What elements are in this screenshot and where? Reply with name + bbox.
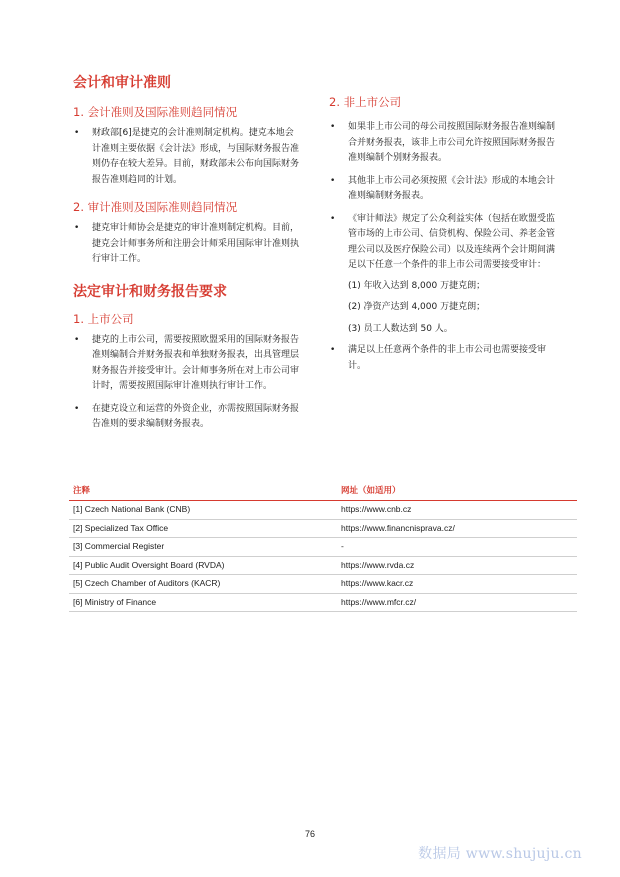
right-column xyxy=(329,95,557,374)
list-item: • 财政部[6]是捷克的会计准则制定机构。捷克本地会计准则主要依据《会计法》形成，与国际财务报告准则仍存在较大差异。目前，财政部未公布向国际财务报告准则趋同的计划。 xyxy=(73,126,301,188)
condition-item: (3) 员工人数达到 50 人。 xyxy=(348,323,453,334)
condition-list xyxy=(329,279,557,338)
note-url[interactable]: https://www.financnisprava.cz/ xyxy=(337,519,577,538)
note-name: [1] Czech National Bank (CNB) xyxy=(69,501,337,520)
list-item: • 在捷克设立和运营的外资企业，亦需按照国际财务报告准则的要求编制财务报表。 xyxy=(73,402,301,433)
header-notes: 注释 xyxy=(69,483,337,501)
table-row xyxy=(69,519,577,538)
listed-bullet-list xyxy=(73,333,301,433)
watermark: 数据局 www.shujuju.cn xyxy=(418,846,582,862)
note-name: [4] Public Audit Oversight Board (RVDA) xyxy=(69,556,337,575)
note-name: [3] Commercial Register xyxy=(69,538,337,557)
note-url: - xyxy=(337,538,577,557)
subsection-title-listed: 1. 上市公司 xyxy=(73,311,134,326)
note-name: [2] Specialized Tax Office xyxy=(69,519,337,538)
section-title-standards: 会计和审计准则 xyxy=(73,75,171,91)
non-listed-bullet-list xyxy=(329,120,557,274)
table-header-row xyxy=(69,483,577,501)
list-item: • 满足以上任意两个条件的非上市公司也需要接受审计。 xyxy=(329,343,557,374)
auditing-bullet-list xyxy=(73,221,301,268)
note-name: [5] Czech Chamber of Auditors (KACR) xyxy=(69,575,337,594)
note-url[interactable]: https://www.mfcr.cz/ xyxy=(337,593,577,612)
table-row xyxy=(69,538,577,557)
table-row xyxy=(69,556,577,575)
note-name: [6] Ministry of Finance xyxy=(69,593,337,612)
final-bullet-list xyxy=(329,343,557,374)
condition-item: (1) 年收入达到 8,000 万捷克朗； xyxy=(348,280,486,291)
list-item: • 捷克审计师协会是捷克的审计准则制定机构。目前，捷克会计师事务所和注册会计师采用国际审计准则执行审计工作。 xyxy=(73,221,301,268)
list-item: • 《审计师法》规定了公众利益实体（包括在欧盟受监管市场的上市公司、信贷机构、保险公司、养老金管理公司以及医疗保险公司）以及连续两个会计期间满足以下任意一个条件的非上市公司需要接受审计： xyxy=(329,212,557,274)
note-url[interactable]: https://www.rvda.cz xyxy=(337,556,577,575)
condition-item: (2) 净资产达到 4,000 万捷克朗； xyxy=(348,302,486,312)
header-url: 网址（如适用） xyxy=(337,483,577,501)
left-column xyxy=(73,74,301,433)
notes-table xyxy=(69,483,577,612)
list-item: • 如果非上市公司的母公司按照国际财务报告准则编制合并财务报表，该非上市公司允许按照国际财务报告准则编制个别财务报表。 xyxy=(329,120,557,167)
list-item: • 其他非上市公司必须按照《会计法》形成的本地会计准则编制财务报表。 xyxy=(329,174,557,205)
subsection-title-accounting: 1. 会计准则及国际准则趋同情况 xyxy=(73,105,238,119)
note-url[interactable]: https://www.kacr.cz xyxy=(337,575,577,594)
section-title-statutory-audit: 法定审计和财务报告要求 xyxy=(73,283,227,300)
table-row xyxy=(69,593,577,612)
list-item: • 捷克的上市公司，需要按照欧盟采用的国际财务报告准则编制合并财务报表和单独财务报表，出具管理层财务报告并接受审计。会计师事务所在对上市公司审计时，需要按照国际审计准则执行审计工作。 xyxy=(73,333,301,395)
subsection-title-auditing: 2. 审计准则及国际准则趋同情况 xyxy=(73,200,238,214)
subsection-title-non-listed: 2. 非上市公司 xyxy=(329,95,402,109)
accounting-bullet-list xyxy=(73,126,301,188)
table-row xyxy=(69,575,577,594)
page-number: 76 xyxy=(304,829,315,839)
note-url[interactable]: https://www.cnb.cz xyxy=(337,501,577,520)
table-row xyxy=(69,501,577,520)
